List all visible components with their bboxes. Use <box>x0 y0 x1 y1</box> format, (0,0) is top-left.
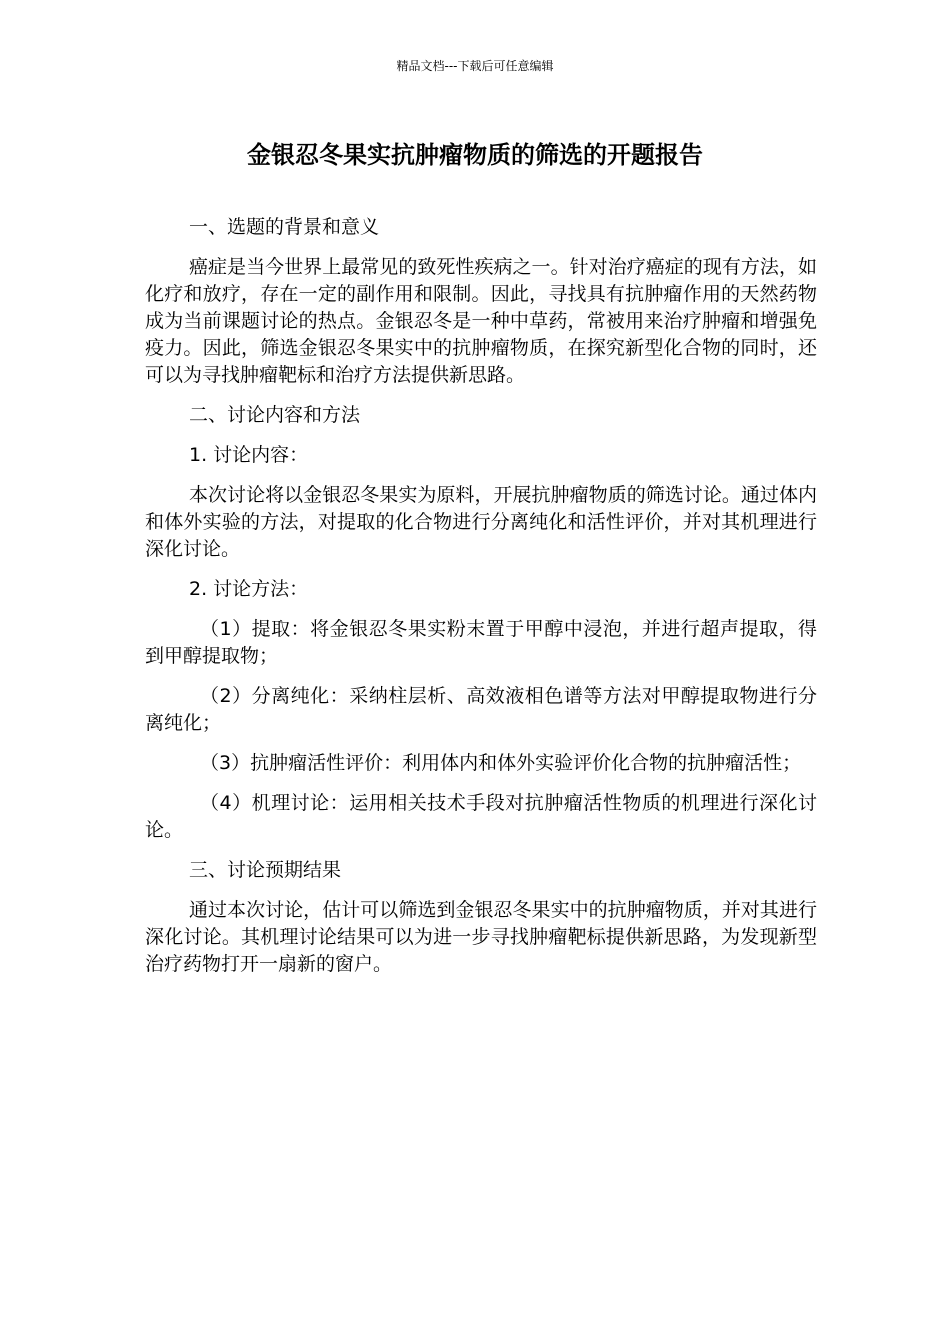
paragraph-expected-results: 通过本次讨论，估计可以筛选到金银忍冬果实中的抗肿瘤物质，并对其进行深化讨论。其机理讨论结果可以为进一步寻找肿瘤靶标提供新思路，为发现新型治疗药物打开一扇新的窗户。 <box>145 899 817 975</box>
method-step-activity: （3）抗肿瘤活性评价：利用体内和体外实验评价化合物的抗肿瘤活性； <box>200 752 802 774</box>
document-body <box>145 214 817 991</box>
section-heading-content-method: 二、讨论内容和方法 <box>189 404 361 426</box>
subheading-method: 2. 讨论方法： <box>189 578 309 600</box>
page-header-note: 精品文档---下载后可任意编辑 <box>396 59 554 73</box>
document-title: 金银忍冬果实抗肿瘤物质的筛选的开题报告 <box>247 141 703 169</box>
method-step-mechanism: （4）机理讨论：运用相关技术手段对抗肿瘤活性物质的机理进行深化讨论。 <box>145 792 817 841</box>
paragraph-background: 癌症是当今世界上最常见的致死性疾病之一。针对治疗癌症的现有方法，如化疗和放疗，存在一定的副作用和限制。因此，寻找具有抗肿瘤作用的天然药物成为当前课题讨论的热点。金银忍冬是一种中草药，常被用来治疗肿瘤和增强免疫力。因此，筛选金银忍冬果实中的抗肿瘤物质，在探究新型化合物的同时，还可以为寻找肿瘤靶标和治疗方法提供新思路。 <box>145 256 817 386</box>
method-step-extraction: （1）提取：将金银忍冬果实粉末置于甲醇中浸泡，并进行超声提取，得到甲醇提取物； <box>145 618 817 667</box>
method-step-separation: （2）分离纯化：采纳柱层析、高效液相色谱等方法对甲醇提取物进行分离纯化； <box>145 685 817 734</box>
section-heading-background: 一、选题的背景和意义 <box>189 216 380 238</box>
section-heading-expected-results: 三、讨论预期结果 <box>189 859 342 881</box>
subheading-content: 1. 讨论内容： <box>189 444 309 466</box>
paragraph-content: 本次讨论将以金银忍冬果实为原料，开展抗肿瘤物质的筛选讨论。通过体内和体外实验的方法，对提取的化合物进行分离纯化和活性评价，并对其机理进行深化讨论。 <box>145 484 817 560</box>
